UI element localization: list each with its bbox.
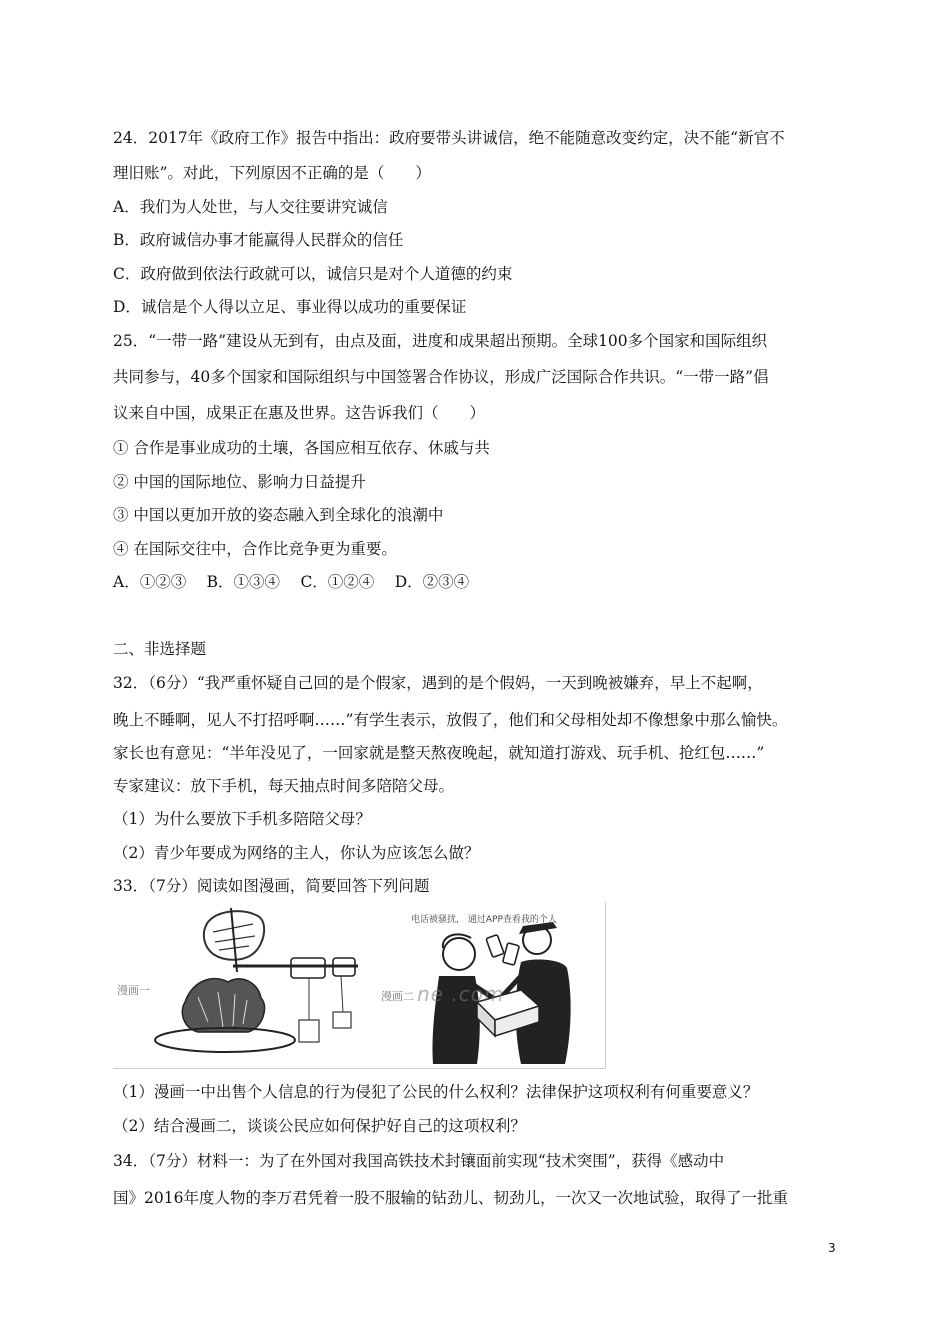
q25-item-2: ② 中国的国际地位、影响力日益提升 [113, 473, 366, 491]
q33-sub1: （1）漫画一中出售个人信息的行为侵犯了公民的什么权利？法律保护这项权利有何重要意义？ [113, 1083, 759, 1101]
section2-title: 二、非选择题 [113, 640, 207, 658]
comic-one-drawing [113, 902, 363, 1068]
q32-line2: 晚上不睡啊，见人不打招呼啊……”有学生表示，放假了，他们和父母相处却不像想象中那么愉快。 [113, 711, 788, 729]
q24-option-c: C．政府做到依法行政就可以，诚信只是对个人道德的约束 [113, 265, 513, 283]
q24-option-d: D．诚信是个人得以立足、事业得以成功的重要保证 [113, 298, 467, 316]
q32-line1: 32．（6分）“我严重怀疑自己回的是个假家，遇到的是个假妈，一天到晚被嫌弃，早上不起啊， [113, 674, 763, 692]
q24-stem-line2: 理旧账”。对此，下列原因不正确的是（ ） [113, 164, 431, 182]
q24-option-b: B．政府诚信办事才能赢得人民群众的信任 [113, 231, 404, 249]
q25-item-3: ③ 中国以更加开放的姿态融入到全球化的浪潮中 [113, 506, 444, 524]
q25-item-1: ① 合作是事业成功的土壤，各国应相互依存、休戚与共 [113, 439, 490, 457]
q32-sub1: （1）为什么要放下手机多陪陪父母？ [113, 810, 371, 828]
q32-sub2: （2）青少年要成为网络的主人，你认为应该怎么做？ [113, 844, 480, 862]
page-number: 3 [828, 1241, 836, 1255]
q33-sub2: （2）结合漫画二，谈谈公民应如何保护好自己的这项权利？ [113, 1117, 526, 1135]
q24-option-a: A．我们为人处世，与人交往要讲究诚信 [113, 198, 388, 216]
q32-line3: 家长也有意见：“半年没见了，一回家就是整天熬夜晚起，就知道打游戏、玩手机、抢红包……” [113, 744, 765, 762]
q32-line4: 专家建议：放下手机，每天抽点时间多陪陪父母。 [113, 777, 455, 795]
comic-two-caption: 电话被骚扰， 通过APP查看我的个人 [411, 915, 557, 925]
q25-options: A．①②③ B．①③④ C．①②④ D．②③④ [113, 573, 470, 591]
comic-figure [113, 902, 606, 1069]
comic-one [113, 902, 363, 1068]
q34-line2: 国》2016年度人物的李万君凭着一股不服输的钻劲儿、韧劲儿，一次又一次地试验，取得了一批重 [113, 1189, 788, 1207]
comic-two-label: 漫画二 [381, 990, 414, 1003]
comic-two-watermark: ne .com [417, 982, 505, 1006]
q25-item-4: ④ 在国际交往中，合作比竞争更为重要。 [113, 540, 397, 558]
comic-two [381, 906, 601, 1066]
q24-stem-line1: 24．2017年《政府工作》报告中指出：政府要带头讲诚信，绝不能随意改变约定，决不能“新官不 [113, 129, 785, 147]
q25-stem-line3: 议来自中国，成果正在惠及世界。这告诉我们（ ） [113, 404, 486, 422]
q33-stem: 33．（7分）阅读如图漫画，简要回答下列问题 [113, 877, 430, 895]
q25-stem-line2: 共同参与，40多个国家和国际组织与中国签署合作协议，形成广泛国际合作共识。“一带一路”倡 [113, 368, 769, 386]
q34-line1: 34．（7分）材料一：为了在外国对我国高铁技术封镶面前实现“技术突围”，获得《感动中 [113, 1152, 725, 1170]
q25-stem-line1: 25．“一带一路”建设从无到有，由点及面，进度和成果超出预期。全球100多个国家和国际组织 [113, 332, 768, 350]
comic-one-label: 漫画一 [117, 984, 150, 997]
